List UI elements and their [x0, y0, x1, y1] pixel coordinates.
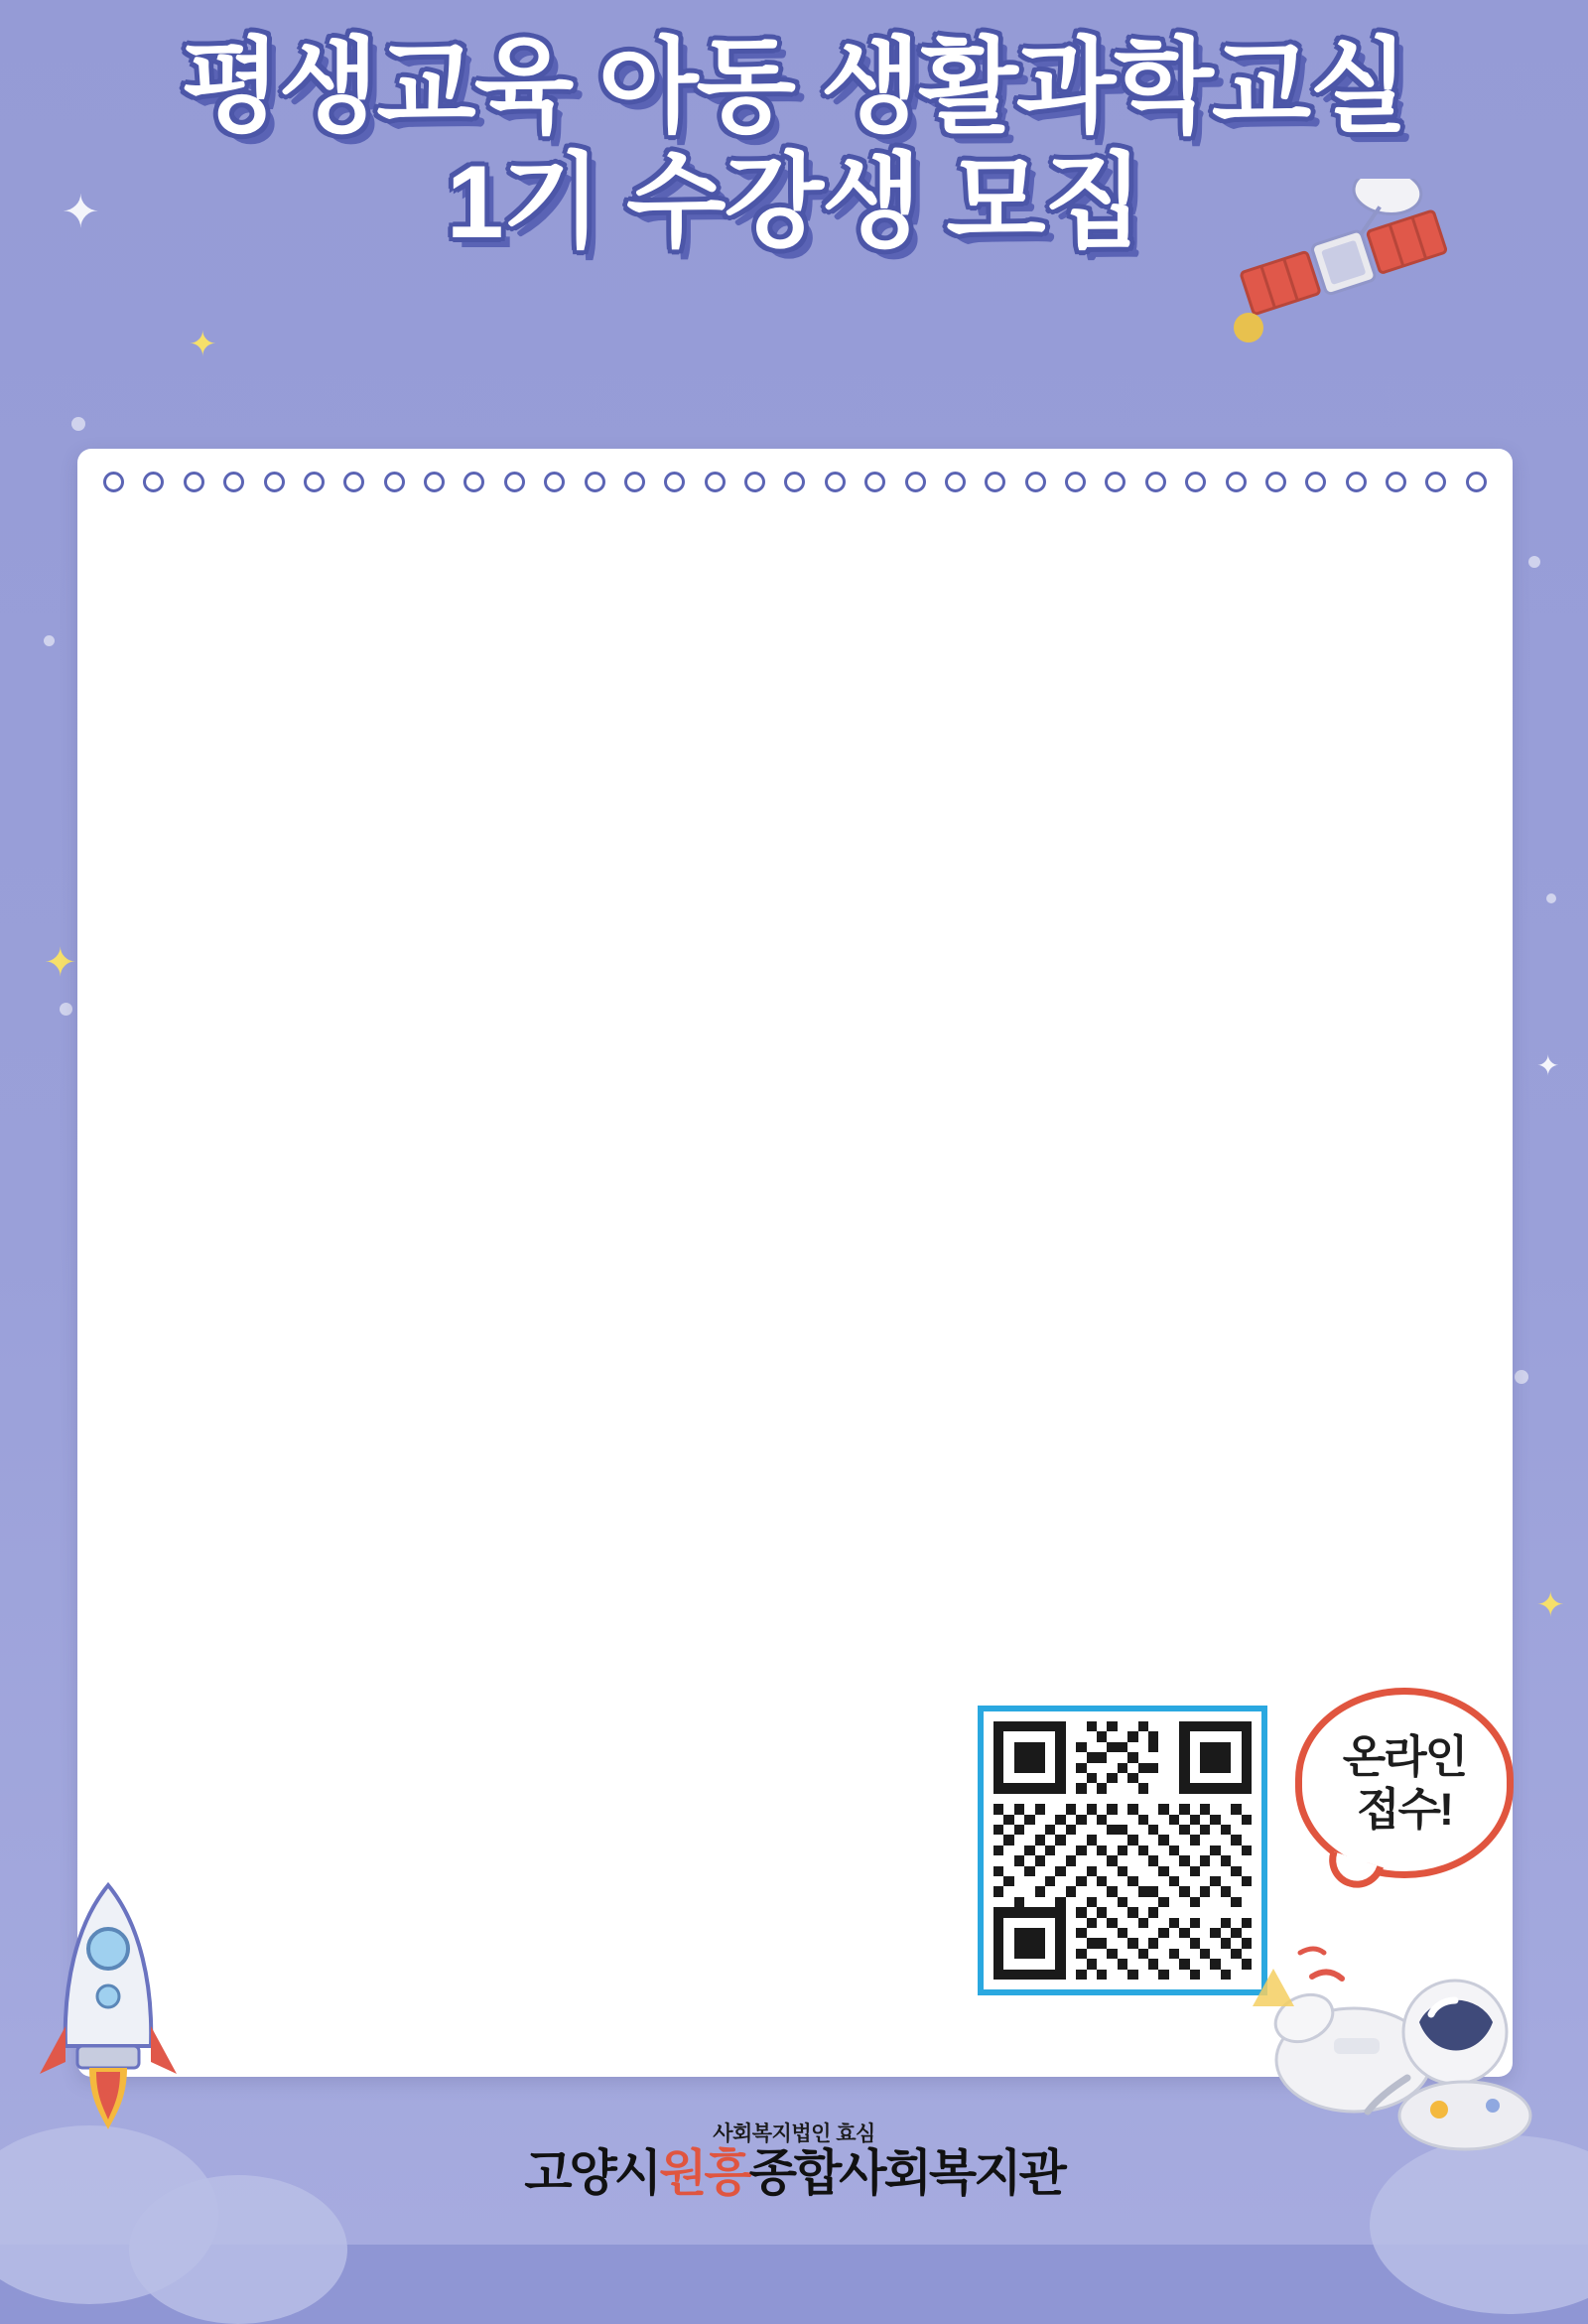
spiral-ring [825, 472, 846, 492]
spiral-ring [264, 472, 285, 492]
bubble-line-2: 접수! [1357, 1784, 1452, 1835]
spiral-ring [184, 472, 204, 492]
online-apply-bubble [1295, 1688, 1514, 1878]
spiral-ring [384, 472, 405, 492]
spiral-ring [664, 472, 685, 492]
sparkle-icon: ✦ [44, 941, 77, 985]
spiral-ring [544, 472, 565, 492]
bg-dot [1546, 893, 1556, 903]
footer-title [0, 2144, 1588, 2201]
spiral-ring [1105, 472, 1125, 492]
sparkle-icon: ✦ [1536, 1586, 1565, 1624]
spiral-ring [1265, 472, 1286, 492]
spiral-ring [905, 472, 926, 492]
qr-code-pattern [993, 1721, 1252, 1980]
spiral-ring [1226, 472, 1247, 492]
spiral-ring [945, 472, 966, 492]
content-card [77, 449, 1513, 2077]
spiral-ring [1065, 472, 1086, 492]
footer-subtitle: 사회복지법인 효심 [713, 2121, 875, 2145]
spiral-ring [585, 472, 605, 492]
sparkle-icon: ✦ [189, 326, 217, 363]
footer-title-highlight: 원흥 [659, 2144, 749, 2201]
spiral-ring [705, 472, 726, 492]
spiral-ring [304, 472, 325, 492]
title-line-2: 1기 수강생 모집 [446, 145, 1142, 261]
spiral-ring [624, 472, 645, 492]
organization-logo [0, 2118, 1588, 2200]
spiral-ring [1145, 472, 1166, 492]
spiral-ring [1386, 472, 1406, 492]
spiral-ring [864, 472, 885, 492]
bg-dot [44, 635, 55, 646]
spiral-ring [223, 472, 244, 492]
spiral-ring [784, 472, 805, 492]
title-line-1: 평생교육 아동 생활과학교실 [181, 30, 1407, 145]
spiral-ring [463, 472, 484, 492]
spiral-ring [1025, 472, 1046, 492]
bubble-line-1: 온라인 [1342, 1730, 1467, 1782]
spiral-binding [103, 467, 1487, 496]
bg-dot [71, 417, 85, 431]
sparkle-icon: ✦ [62, 186, 100, 237]
spiral-ring [1466, 472, 1487, 492]
spiral-ring [143, 472, 164, 492]
spiral-ring [744, 472, 765, 492]
footer-title-suffix: 종합사회복지관 [748, 2144, 1064, 2201]
qr-code[interactable] [978, 1706, 1267, 1995]
footer-title-prefix: 고양시 [524, 2144, 660, 2201]
satellite-icon [1231, 179, 1459, 347]
bg-dot [1515, 1370, 1528, 1384]
spiral-ring [504, 472, 525, 492]
spiral-ring [424, 472, 445, 492]
rocket-icon [34, 1877, 183, 2135]
bg-dot [1528, 556, 1540, 568]
spiral-ring [103, 472, 124, 492]
spiral-ring [1425, 472, 1446, 492]
spiral-ring [343, 472, 364, 492]
spiral-ring [1185, 472, 1206, 492]
bg-dot [60, 1003, 72, 1016]
sparkle-icon: ✦ [1536, 1050, 1560, 1081]
spiral-ring [985, 472, 1005, 492]
spiral-ring [1305, 472, 1326, 492]
spiral-ring [1346, 472, 1367, 492]
